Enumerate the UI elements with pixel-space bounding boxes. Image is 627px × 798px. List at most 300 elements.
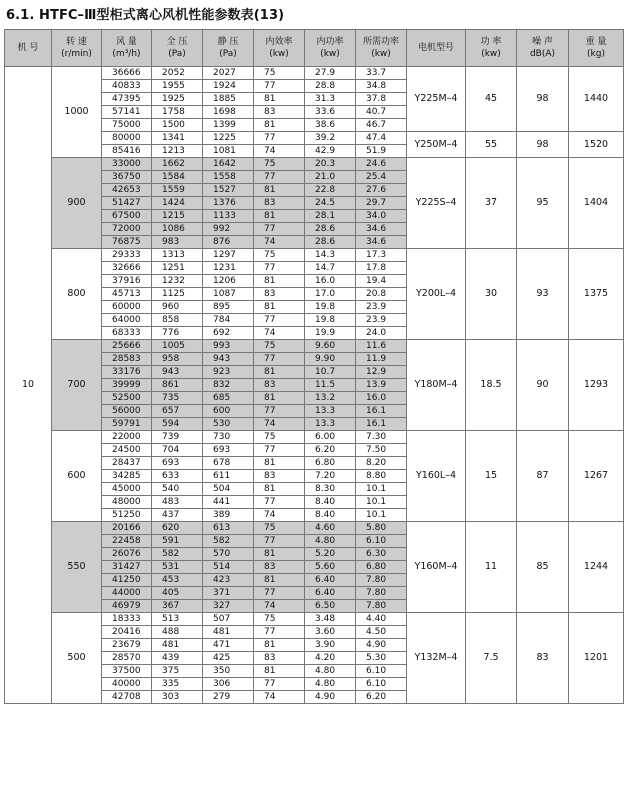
total-pressure-cell: 1251	[152, 262, 203, 275]
total-pressure-cell: 367	[152, 600, 203, 613]
required-power-cell: 4.50	[356, 626, 407, 639]
total-pressure-cell: 1559	[152, 184, 203, 197]
efficiency-cell: 77	[254, 353, 305, 366]
required-power-cell: 51.9	[356, 145, 407, 158]
static-pressure-cell: 471	[203, 639, 254, 652]
efficiency-cell: 77	[254, 80, 305, 93]
efficiency-cell: 74	[254, 418, 305, 431]
static-pressure-cell: 1225	[203, 132, 254, 145]
efficiency-cell: 83	[254, 470, 305, 483]
noise-cell: 90	[517, 340, 569, 431]
total-pressure-cell: 453	[152, 574, 203, 587]
static-pressure-cell: 1924	[203, 80, 254, 93]
internal-power-cell: 5.60	[305, 561, 356, 574]
weight-cell: 1440	[569, 67, 624, 132]
efficiency-cell: 77	[254, 262, 305, 275]
airflow-cell: 40833	[102, 80, 152, 93]
efficiency-cell: 77	[254, 405, 305, 418]
internal-power-cell: 6.50	[305, 600, 356, 613]
table-row	[5, 613, 624, 626]
internal-power-cell: 5.20	[305, 548, 356, 561]
required-power-cell: 40.7	[356, 106, 407, 119]
internal-power-cell: 13.3	[305, 418, 356, 431]
total-pressure-cell: 1215	[152, 210, 203, 223]
airflow-cell: 24500	[102, 444, 152, 457]
total-pressure-cell: 704	[152, 444, 203, 457]
header-motor-power: 功 率 (kw)	[466, 30, 517, 67]
fan-performance-table	[4, 29, 624, 704]
static-pressure-cell: 1206	[203, 275, 254, 288]
total-pressure-cell: 582	[152, 548, 203, 561]
internal-power-cell: 6.40	[305, 587, 356, 600]
static-pressure-cell: 1558	[203, 171, 254, 184]
airflow-cell: 39999	[102, 379, 152, 392]
airflow-cell: 45713	[102, 288, 152, 301]
header-machine-no: 机 号	[5, 30, 52, 67]
required-power-cell: 6.80	[356, 561, 407, 574]
static-pressure-cell: 1231	[203, 262, 254, 275]
total-pressure-cell: 735	[152, 392, 203, 405]
internal-power-cell: 4.80	[305, 678, 356, 691]
efficiency-cell: 74	[254, 509, 305, 522]
required-power-cell: 6.30	[356, 548, 407, 561]
airflow-cell: 28437	[102, 457, 152, 470]
required-power-cell: 34.0	[356, 210, 407, 223]
motor-model-cell: Y132M–4	[407, 613, 466, 704]
efficiency-cell: 74	[254, 600, 305, 613]
header-speed: 转 速 (r/min)	[52, 30, 102, 67]
internal-power-cell: 21.0	[305, 171, 356, 184]
total-pressure-cell: 1213	[152, 145, 203, 158]
total-pressure-cell: 488	[152, 626, 203, 639]
total-pressure-cell: 1125	[152, 288, 203, 301]
total-pressure-cell: 437	[152, 509, 203, 522]
speed-cell: 700	[52, 340, 102, 431]
internal-power-cell: 19.8	[305, 301, 356, 314]
airflow-cell: 18333	[102, 613, 152, 626]
efficiency-cell: 81	[254, 392, 305, 405]
efficiency-cell: 83	[254, 106, 305, 119]
airflow-cell: 32666	[102, 262, 152, 275]
efficiency-cell: 81	[254, 301, 305, 314]
noise-cell: 95	[517, 158, 569, 249]
airflow-cell: 22000	[102, 431, 152, 444]
static-pressure-cell: 481	[203, 626, 254, 639]
airflow-cell: 37500	[102, 665, 152, 678]
static-pressure-cell: 2027	[203, 67, 254, 80]
total-pressure-cell: 1232	[152, 275, 203, 288]
efficiency-cell: 77	[254, 496, 305, 509]
airflow-cell: 23679	[102, 639, 152, 652]
total-pressure-cell: 1086	[152, 223, 203, 236]
efficiency-cell: 81	[254, 665, 305, 678]
total-pressure-cell: 2052	[152, 67, 203, 80]
static-pressure-cell: 1399	[203, 119, 254, 132]
airflow-cell: 42653	[102, 184, 152, 197]
table-row	[5, 67, 624, 80]
motor-power-cell: 55	[466, 132, 517, 158]
internal-power-cell: 27.9	[305, 67, 356, 80]
required-power-cell: 27.6	[356, 184, 407, 197]
internal-power-cell: 4.80	[305, 665, 356, 678]
total-pressure-cell: 1341	[152, 132, 203, 145]
machine-no-cell: 10	[5, 67, 52, 704]
efficiency-cell: 83	[254, 288, 305, 301]
internal-power-cell: 3.48	[305, 613, 356, 626]
motor-model-cell: Y180M–4	[407, 340, 466, 431]
efficiency-cell: 77	[254, 535, 305, 548]
internal-power-cell: 6.80	[305, 457, 356, 470]
static-pressure-cell: 1885	[203, 93, 254, 106]
motor-model-cell: Y160M–4	[407, 522, 466, 613]
header-internal-power: 内功率 (kw)	[305, 30, 356, 67]
total-pressure-cell: 1424	[152, 197, 203, 210]
efficiency-cell: 75	[254, 249, 305, 262]
total-pressure-cell: 1584	[152, 171, 203, 184]
total-pressure-cell: 858	[152, 314, 203, 327]
required-power-cell: 8.20	[356, 457, 407, 470]
airflow-cell: 26076	[102, 548, 152, 561]
efficiency-cell: 77	[254, 223, 305, 236]
airflow-cell: 42708	[102, 691, 152, 704]
efficiency-cell: 81	[254, 483, 305, 496]
internal-power-cell: 8.40	[305, 496, 356, 509]
efficiency-cell: 75	[254, 158, 305, 171]
static-pressure-cell: 1081	[203, 145, 254, 158]
efficiency-cell: 81	[254, 275, 305, 288]
speed-cell: 1000	[52, 67, 102, 158]
motor-power-cell: 37	[466, 158, 517, 249]
static-pressure-cell: 507	[203, 613, 254, 626]
static-pressure-cell: 685	[203, 392, 254, 405]
total-pressure-cell: 943	[152, 366, 203, 379]
efficiency-cell: 77	[254, 171, 305, 184]
static-pressure-cell: 530	[203, 418, 254, 431]
required-power-cell: 11.9	[356, 353, 407, 366]
internal-power-cell: 31.3	[305, 93, 356, 106]
internal-power-cell: 28.6	[305, 236, 356, 249]
static-pressure-cell: 306	[203, 678, 254, 691]
airflow-cell: 28570	[102, 652, 152, 665]
table-row	[5, 249, 624, 262]
noise-cell: 93	[517, 249, 569, 340]
required-power-cell: 6.10	[356, 535, 407, 548]
static-pressure-cell: 692	[203, 327, 254, 340]
required-power-cell: 29.7	[356, 197, 407, 210]
airflow-cell: 36666	[102, 67, 152, 80]
total-pressure-cell: 1313	[152, 249, 203, 262]
motor-model-cell: Y225M–4	[407, 67, 466, 132]
required-power-cell: 16.1	[356, 405, 407, 418]
required-power-cell: 7.80	[356, 600, 407, 613]
static-pressure-cell: 1297	[203, 249, 254, 262]
airflow-cell: 85416	[102, 145, 152, 158]
airflow-cell: 75000	[102, 119, 152, 132]
total-pressure-cell: 620	[152, 522, 203, 535]
airflow-cell: 47395	[102, 93, 152, 106]
weight-cell: 1375	[569, 249, 624, 340]
speed-cell: 500	[52, 613, 102, 704]
airflow-cell: 60000	[102, 301, 152, 314]
airflow-cell: 51250	[102, 509, 152, 522]
required-power-cell: 7.50	[356, 444, 407, 457]
airflow-cell: 44000	[102, 587, 152, 600]
internal-power-cell: 6.40	[305, 574, 356, 587]
required-power-cell: 24.6	[356, 158, 407, 171]
required-power-cell: 6.20	[356, 691, 407, 704]
efficiency-cell: 74	[254, 691, 305, 704]
table-row	[5, 340, 624, 353]
efficiency-cell: 75	[254, 522, 305, 535]
efficiency-cell: 81	[254, 366, 305, 379]
static-pressure-cell: 992	[203, 223, 254, 236]
total-pressure-cell: 739	[152, 431, 203, 444]
required-power-cell: 7.80	[356, 574, 407, 587]
header-required-power: 所需功率 (kw)	[356, 30, 407, 67]
static-pressure-cell: 678	[203, 457, 254, 470]
static-pressure-cell: 389	[203, 509, 254, 522]
static-pressure-cell: 730	[203, 431, 254, 444]
total-pressure-cell: 1955	[152, 80, 203, 93]
airflow-cell: 64000	[102, 314, 152, 327]
airflow-cell: 59791	[102, 418, 152, 431]
static-pressure-cell: 1133	[203, 210, 254, 223]
motor-model-cell: Y200L–4	[407, 249, 466, 340]
static-pressure-cell: 1642	[203, 158, 254, 171]
total-pressure-cell: 1758	[152, 106, 203, 119]
internal-power-cell: 33.6	[305, 106, 356, 119]
motor-power-cell: 18.5	[466, 340, 517, 431]
noise-cell: 87	[517, 431, 569, 522]
weight-cell: 1520	[569, 132, 624, 158]
weight-cell: 1267	[569, 431, 624, 522]
required-power-cell: 23.9	[356, 301, 407, 314]
static-pressure-cell: 1376	[203, 197, 254, 210]
airflow-cell: 56000	[102, 405, 152, 418]
static-pressure-cell: 279	[203, 691, 254, 704]
airflow-cell: 37916	[102, 275, 152, 288]
static-pressure-cell: 570	[203, 548, 254, 561]
total-pressure-cell: 531	[152, 561, 203, 574]
static-pressure-cell: 350	[203, 665, 254, 678]
internal-power-cell: 11.5	[305, 379, 356, 392]
motor-model-cell: Y225S–4	[407, 158, 466, 249]
required-power-cell: 12.9	[356, 366, 407, 379]
static-pressure-cell: 514	[203, 561, 254, 574]
required-power-cell: 16.0	[356, 392, 407, 405]
weight-cell: 1404	[569, 158, 624, 249]
motor-model-cell: Y160L–4	[407, 431, 466, 522]
internal-power-cell: 38.6	[305, 119, 356, 132]
required-power-cell: 11.6	[356, 340, 407, 353]
required-power-cell: 47.4	[356, 132, 407, 145]
internal-power-cell: 28.1	[305, 210, 356, 223]
static-pressure-cell: 504	[203, 483, 254, 496]
internal-power-cell: 8.30	[305, 483, 356, 496]
total-pressure-cell: 693	[152, 457, 203, 470]
total-pressure-cell: 633	[152, 470, 203, 483]
static-pressure-cell: 895	[203, 301, 254, 314]
static-pressure-cell: 876	[203, 236, 254, 249]
required-power-cell: 7.30	[356, 431, 407, 444]
header-total-pressure: 全 压 (Pa)	[152, 30, 203, 67]
static-pressure-cell: 693	[203, 444, 254, 457]
total-pressure-cell: 960	[152, 301, 203, 314]
required-power-cell: 4.40	[356, 613, 407, 626]
total-pressure-cell: 861	[152, 379, 203, 392]
airflow-cell: 57141	[102, 106, 152, 119]
internal-power-cell: 28.6	[305, 223, 356, 236]
table-row	[5, 522, 624, 535]
required-power-cell: 33.7	[356, 67, 407, 80]
total-pressure-cell: 591	[152, 535, 203, 548]
required-power-cell: 5.80	[356, 522, 407, 535]
total-pressure-cell: 776	[152, 327, 203, 340]
total-pressure-cell: 983	[152, 236, 203, 249]
required-power-cell: 8.80	[356, 470, 407, 483]
noise-cell: 85	[517, 522, 569, 613]
efficiency-cell: 77	[254, 678, 305, 691]
weight-cell: 1293	[569, 340, 624, 431]
airflow-cell: 45000	[102, 483, 152, 496]
speed-cell: 550	[52, 522, 102, 613]
internal-power-cell: 13.2	[305, 392, 356, 405]
total-pressure-cell: 439	[152, 652, 203, 665]
total-pressure-cell: 1662	[152, 158, 203, 171]
noise-cell: 98	[517, 67, 569, 132]
static-pressure-cell: 613	[203, 522, 254, 535]
total-pressure-cell: 657	[152, 405, 203, 418]
required-power-cell: 23.9	[356, 314, 407, 327]
static-pressure-cell: 832	[203, 379, 254, 392]
efficiency-cell: 81	[254, 184, 305, 197]
header-weight: 重 量 (kg)	[569, 30, 624, 67]
total-pressure-cell: 594	[152, 418, 203, 431]
internal-power-cell: 19.8	[305, 314, 356, 327]
motor-power-cell: 7.5	[466, 613, 517, 704]
total-pressure-cell: 375	[152, 665, 203, 678]
required-power-cell: 7.80	[356, 587, 407, 600]
internal-power-cell: 39.2	[305, 132, 356, 145]
internal-power-cell: 24.5	[305, 197, 356, 210]
static-pressure-cell: 1527	[203, 184, 254, 197]
efficiency-cell: 74	[254, 327, 305, 340]
efficiency-cell: 83	[254, 379, 305, 392]
motor-power-cell: 15	[466, 431, 517, 522]
internal-power-cell: 9.60	[305, 340, 356, 353]
internal-power-cell: 3.60	[305, 626, 356, 639]
airflow-cell: 48000	[102, 496, 152, 509]
header-motor-model: 电机型号	[407, 30, 466, 67]
efficiency-cell: 81	[254, 574, 305, 587]
airflow-cell: 80000	[102, 132, 152, 145]
efficiency-cell: 77	[254, 626, 305, 639]
internal-power-cell: 17.0	[305, 288, 356, 301]
efficiency-cell: 83	[254, 652, 305, 665]
airflow-cell: 34285	[102, 470, 152, 483]
header-airflow: 风 量 (m³/h)	[102, 30, 152, 67]
static-pressure-cell: 923	[203, 366, 254, 379]
required-power-cell: 34.8	[356, 80, 407, 93]
internal-power-cell: 4.20	[305, 652, 356, 665]
internal-power-cell: 4.60	[305, 522, 356, 535]
total-pressure-cell: 303	[152, 691, 203, 704]
internal-power-cell: 4.90	[305, 691, 356, 704]
static-pressure-cell: 600	[203, 405, 254, 418]
internal-power-cell: 28.8	[305, 80, 356, 93]
internal-power-cell: 9.90	[305, 353, 356, 366]
static-pressure-cell: 423	[203, 574, 254, 587]
table-body	[5, 67, 624, 704]
motor-power-cell: 45	[466, 67, 517, 132]
efficiency-cell: 74	[254, 236, 305, 249]
required-power-cell: 10.1	[356, 496, 407, 509]
efficiency-cell: 83	[254, 561, 305, 574]
internal-power-cell: 22.8	[305, 184, 356, 197]
airflow-cell: 25666	[102, 340, 152, 353]
internal-power-cell: 8.40	[305, 509, 356, 522]
required-power-cell: 17.8	[356, 262, 407, 275]
static-pressure-cell: 371	[203, 587, 254, 600]
internal-power-cell: 7.20	[305, 470, 356, 483]
static-pressure-cell: 1087	[203, 288, 254, 301]
airflow-cell: 46979	[102, 600, 152, 613]
internal-power-cell: 16.0	[305, 275, 356, 288]
noise-cell: 83	[517, 613, 569, 704]
total-pressure-cell: 1005	[152, 340, 203, 353]
table-row	[5, 431, 624, 444]
required-power-cell: 10.1	[356, 483, 407, 496]
page-title: 6.1. HTFC–Ⅲ型柜式离心风机性能参数表(13)	[6, 8, 285, 23]
required-power-cell: 6.10	[356, 678, 407, 691]
airflow-cell: 28583	[102, 353, 152, 366]
required-power-cell: 13.9	[356, 379, 407, 392]
speed-cell: 600	[52, 431, 102, 522]
static-pressure-cell: 611	[203, 470, 254, 483]
efficiency-cell: 75	[254, 340, 305, 353]
efficiency-cell: 81	[254, 639, 305, 652]
total-pressure-cell: 958	[152, 353, 203, 366]
static-pressure-cell: 1698	[203, 106, 254, 119]
efficiency-cell: 77	[254, 587, 305, 600]
airflow-cell: 20416	[102, 626, 152, 639]
airflow-cell: 22458	[102, 535, 152, 548]
airflow-cell: 33176	[102, 366, 152, 379]
static-pressure-cell: 425	[203, 652, 254, 665]
internal-power-cell: 4.80	[305, 535, 356, 548]
required-power-cell: 46.7	[356, 119, 407, 132]
header-internal-efficiency: 内效率 (kw)	[254, 30, 305, 67]
airflow-cell: 31427	[102, 561, 152, 574]
efficiency-cell: 81	[254, 548, 305, 561]
static-pressure-cell: 327	[203, 600, 254, 613]
header-noise: 噪 声 dB(A)	[517, 30, 569, 67]
required-power-cell: 17.3	[356, 249, 407, 262]
required-power-cell: 20.8	[356, 288, 407, 301]
internal-power-cell: 14.7	[305, 262, 356, 275]
header-row	[5, 30, 624, 67]
table-row	[5, 158, 624, 171]
total-pressure-cell: 481	[152, 639, 203, 652]
required-power-cell: 34.6	[356, 223, 407, 236]
total-pressure-cell: 405	[152, 587, 203, 600]
total-pressure-cell: 335	[152, 678, 203, 691]
airflow-cell: 40000	[102, 678, 152, 691]
motor-power-cell: 11	[466, 522, 517, 613]
speed-cell: 900	[52, 158, 102, 249]
airflow-cell: 20166	[102, 522, 152, 535]
required-power-cell: 37.8	[356, 93, 407, 106]
